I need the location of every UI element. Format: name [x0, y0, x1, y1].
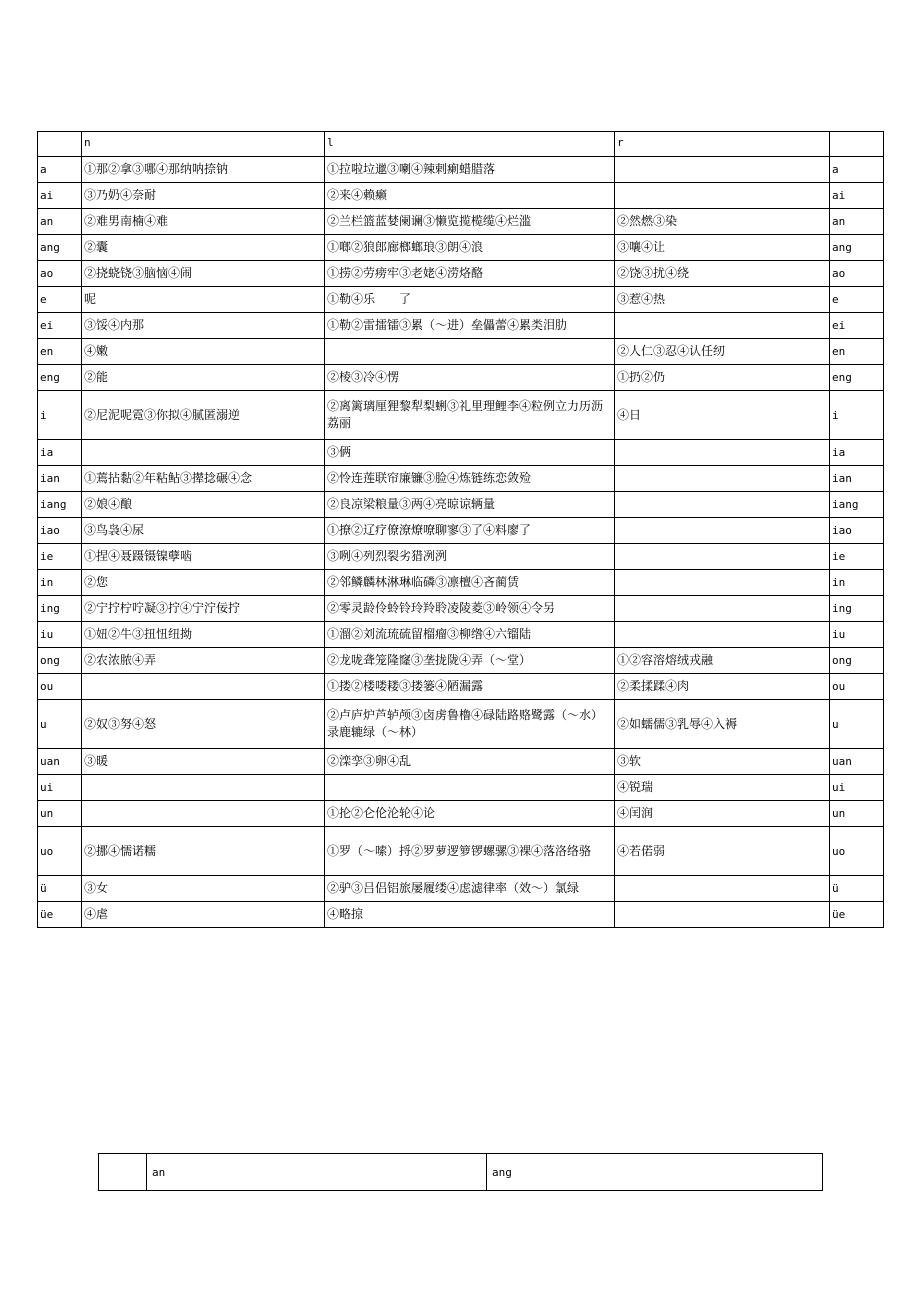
- final-cell-right: ui: [830, 775, 884, 801]
- table-row: [38, 261, 884, 287]
- r-cell: ④日: [615, 391, 830, 440]
- r-cell: [615, 157, 830, 183]
- r-cell: ①②容溶熔绒戎融: [615, 648, 830, 674]
- n-cell: ③鸟袅④尿: [82, 518, 325, 544]
- n-cell: ①那②拿③哪④那纳呐捺钠: [82, 157, 325, 183]
- table-row: [38, 648, 884, 674]
- l-cell: ③俩: [325, 440, 615, 466]
- final-cell: ui: [38, 775, 82, 801]
- final-cell: un: [38, 801, 82, 827]
- final-cell-right: eng: [830, 365, 884, 391]
- l-cell: ②怜连莲联帘廉镰③脸④炼链练恋敛殓: [325, 466, 615, 492]
- final-cell: eng: [38, 365, 82, 391]
- table-row: [38, 287, 884, 313]
- final-cell-right: uo: [830, 827, 884, 876]
- final-cell-right: an: [830, 209, 884, 235]
- n-cell: ③乃奶④奈耐: [82, 183, 325, 209]
- table-row: [38, 570, 884, 596]
- n-cell: ②能: [82, 365, 325, 391]
- final-cell: ong: [38, 648, 82, 674]
- r-cell: [615, 183, 830, 209]
- r-cell: [615, 902, 830, 928]
- table-row: [38, 365, 884, 391]
- final-cell: iang: [38, 492, 82, 518]
- header-cell-blank-right: [830, 132, 884, 157]
- l-cell: ①勒④乐 了: [325, 287, 615, 313]
- final-cell-right: en: [830, 339, 884, 365]
- l-cell: [325, 775, 615, 801]
- r-cell: [615, 876, 830, 902]
- final-cell-right: e: [830, 287, 884, 313]
- r-cell: ③嚷④让: [615, 235, 830, 261]
- final-cell-right: ei: [830, 313, 884, 339]
- final-cell: ao: [38, 261, 82, 287]
- final-cell: iu: [38, 622, 82, 648]
- final-cell: in: [38, 570, 82, 596]
- l-cell: ②离篱璃厘狸黎犁梨蜊③礼里理鲤李④粒例立力历沥荔丽: [325, 391, 615, 440]
- table-row: [38, 492, 884, 518]
- l-cell: ①撩②辽疗僚潦燎嘹聊寥③了④料廖了: [325, 518, 615, 544]
- final-cell-right: ao: [830, 261, 884, 287]
- n-cell: ①妞②牛③扭忸纽拗: [82, 622, 325, 648]
- n-cell: ②难男南楠④难: [82, 209, 325, 235]
- l-cell: [325, 339, 615, 365]
- table-row: [38, 749, 884, 775]
- final-cell: iao: [38, 518, 82, 544]
- table-row: [38, 544, 884, 570]
- r-cell: ③惹④热: [615, 287, 830, 313]
- final-cell: a: [38, 157, 82, 183]
- final-cell-right: i: [830, 391, 884, 440]
- final-cell-right: in: [830, 570, 884, 596]
- l-cell: ②零灵龄伶蛉铃玲羚聆凌陵菱③岭领④令另: [325, 596, 615, 622]
- l-cell: ②滦孪③卵④乱: [325, 749, 615, 775]
- n-cell: ②您: [82, 570, 325, 596]
- n-cell: ④虐: [82, 902, 325, 928]
- final-cell: i: [38, 391, 82, 440]
- r-cell: ①扔②仍: [615, 365, 830, 391]
- final-cell: ia: [38, 440, 82, 466]
- r-cell: ②柔揉蹂④肉: [615, 674, 830, 700]
- final-cell-right: ia: [830, 440, 884, 466]
- final-cell-right: ang: [830, 235, 884, 261]
- table-row: [38, 622, 884, 648]
- table-row: [38, 700, 884, 749]
- an-ang-table: [98, 1153, 823, 1191]
- l-cell: ②来④赖癞: [325, 183, 615, 209]
- header-row: [38, 132, 884, 157]
- r-cell: ④若偌弱: [615, 827, 830, 876]
- r-cell: [615, 440, 830, 466]
- l-cell: ①抡②仑伦沦轮④论: [325, 801, 615, 827]
- final-cell-right: uan: [830, 749, 884, 775]
- table-row: [38, 313, 884, 339]
- l-cell: ②卢庐炉芦轳颅③卤虏鲁橹④碌陆路赂鹭露（～水）录鹿辘绿（～林）: [325, 700, 615, 749]
- n-cell: [82, 801, 325, 827]
- l-cell: ②兰栏篮蓝婪阑谰③懒览揽榄缆④烂滥: [325, 209, 615, 235]
- r-cell: ④闰润: [615, 801, 830, 827]
- header-cell-an: an: [147, 1154, 487, 1191]
- header-cell-ang: ang: [487, 1154, 823, 1191]
- final-cell-right: iang: [830, 492, 884, 518]
- header-row: [99, 1154, 823, 1191]
- r-cell: ③软: [615, 749, 830, 775]
- r-cell: [615, 622, 830, 648]
- l-cell: ①罗（～嗦）捋②罗萝逻箩锣螺骡③裸④落洛络骆: [325, 827, 615, 876]
- n-cell: ②挠蛲铙③脑恼④闹: [82, 261, 325, 287]
- l-cell: ②棱③冷④愣: [325, 365, 615, 391]
- final-cell-right: u: [830, 700, 884, 749]
- n-cell: [82, 440, 325, 466]
- n-cell: ④嫩: [82, 339, 325, 365]
- header-cell-r: r: [615, 132, 830, 157]
- l-cell: ①啷②狼郎廊榔螂琅③朗④浪: [325, 235, 615, 261]
- final-cell: ie: [38, 544, 82, 570]
- final-cell: ü: [38, 876, 82, 902]
- r-cell: ②饶③扰④绕: [615, 261, 830, 287]
- final-cell: u: [38, 700, 82, 749]
- l-cell: ①捞②劳痨牢③老姥④涝烙酪: [325, 261, 615, 287]
- final-cell-right: üe: [830, 902, 884, 928]
- r-cell: ②人仁③忍④认任纫: [615, 339, 830, 365]
- final-cell-right: iao: [830, 518, 884, 544]
- r-cell: [615, 570, 830, 596]
- table-row: [38, 902, 884, 928]
- table-row: [38, 209, 884, 235]
- final-cell: en: [38, 339, 82, 365]
- final-cell: ing: [38, 596, 82, 622]
- header-cell-n: n: [82, 132, 325, 157]
- n-cell: ②奴③努④怒: [82, 700, 325, 749]
- n-cell: ②宁拧柠咛凝③拧④宁泞佞拧: [82, 596, 325, 622]
- final-cell-right: ai: [830, 183, 884, 209]
- l-cell: ③咧④列烈裂劣猎冽洌: [325, 544, 615, 570]
- n-cell: ①蔫拈黏②年粘鲇③撵捻碾④念: [82, 466, 325, 492]
- r-cell: [615, 492, 830, 518]
- l-cell: ②邻鳞麟林淋琳临磷③凛檀④吝蔺赁: [325, 570, 615, 596]
- r-cell: [615, 313, 830, 339]
- n-cell: ②尼泥呢霓③你拟④腻匿溺逆: [82, 391, 325, 440]
- final-cell-right: ing: [830, 596, 884, 622]
- table-row: [38, 518, 884, 544]
- r-cell: ②如蠕儒③乳辱④入褥: [615, 700, 830, 749]
- l-cell: ②龙咙聋笼隆窿③垄拢陇④弄（～堂）: [325, 648, 615, 674]
- n-cell: ①捏④聂蹑镊镍孽啮: [82, 544, 325, 570]
- final-cell: ei: [38, 313, 82, 339]
- final-cell: e: [38, 287, 82, 313]
- final-cell: ou: [38, 674, 82, 700]
- l-cell: ①溜②刘流琉硫留榴瘤③柳绺④六镏陆: [325, 622, 615, 648]
- n-cell: ③女: [82, 876, 325, 902]
- r-cell: [615, 596, 830, 622]
- n-cell: ②挪④懦诺糯: [82, 827, 325, 876]
- r-cell: ④锐瑞: [615, 775, 830, 801]
- n-cell: 呢: [82, 287, 325, 313]
- final-cell: ian: [38, 466, 82, 492]
- l-cell: ①勒②雷擂镭③累（～进）垒儡蕾④累类泪肋: [325, 313, 615, 339]
- n-cell: ②娘④酿: [82, 492, 325, 518]
- r-cell: [615, 544, 830, 570]
- table-row: [38, 157, 884, 183]
- r-cell: ②然燃③染: [615, 209, 830, 235]
- n-cell: ②农浓脓④弄: [82, 648, 325, 674]
- table-row: [38, 674, 884, 700]
- final-cell-right: ong: [830, 648, 884, 674]
- l-cell: ①搂②楼喽耧③搂篓④陋漏露: [325, 674, 615, 700]
- final-cell: ang: [38, 235, 82, 261]
- table-row: [38, 775, 884, 801]
- final-cell-right: ian: [830, 466, 884, 492]
- final-cell-right: un: [830, 801, 884, 827]
- final-cell: üe: [38, 902, 82, 928]
- final-cell: ai: [38, 183, 82, 209]
- header-cell-l: l: [325, 132, 615, 157]
- final-cell: uo: [38, 827, 82, 876]
- final-cell-right: ie: [830, 544, 884, 570]
- n-cell: ②囊: [82, 235, 325, 261]
- final-cell: an: [38, 209, 82, 235]
- l-cell: ②良凉梁粮量③两④亮晾谅辆量: [325, 492, 615, 518]
- table-row: [38, 183, 884, 209]
- table-row: [38, 440, 884, 466]
- n-cell: ③暖: [82, 749, 325, 775]
- header-cell-blank: [99, 1154, 147, 1191]
- l-cell: ④略掠: [325, 902, 615, 928]
- final-cell-right: a: [830, 157, 884, 183]
- header-cell-blank: [38, 132, 82, 157]
- n-cell: [82, 674, 325, 700]
- table-row: [38, 827, 884, 876]
- final-cell-right: ü: [830, 876, 884, 902]
- table-row: [38, 466, 884, 492]
- l-cell: ①拉啦垃邋③喇④辣剌瘌蜡腊落: [325, 157, 615, 183]
- table-row: [38, 876, 884, 902]
- pinyin-initials-table: [37, 131, 884, 928]
- r-cell: [615, 466, 830, 492]
- table-row: [38, 596, 884, 622]
- n-cell: ③馁④内那: [82, 313, 325, 339]
- n-cell: [82, 775, 325, 801]
- table-row: [38, 339, 884, 365]
- final-cell-right: ou: [830, 674, 884, 700]
- table-row: [38, 391, 884, 440]
- r-cell: [615, 518, 830, 544]
- l-cell: ②驴③吕侣铝旅屡履缕④虑滤律率（效～）氯绿: [325, 876, 615, 902]
- table-row: [38, 801, 884, 827]
- table-row: [38, 235, 884, 261]
- final-cell: uan: [38, 749, 82, 775]
- final-cell-right: iu: [830, 622, 884, 648]
